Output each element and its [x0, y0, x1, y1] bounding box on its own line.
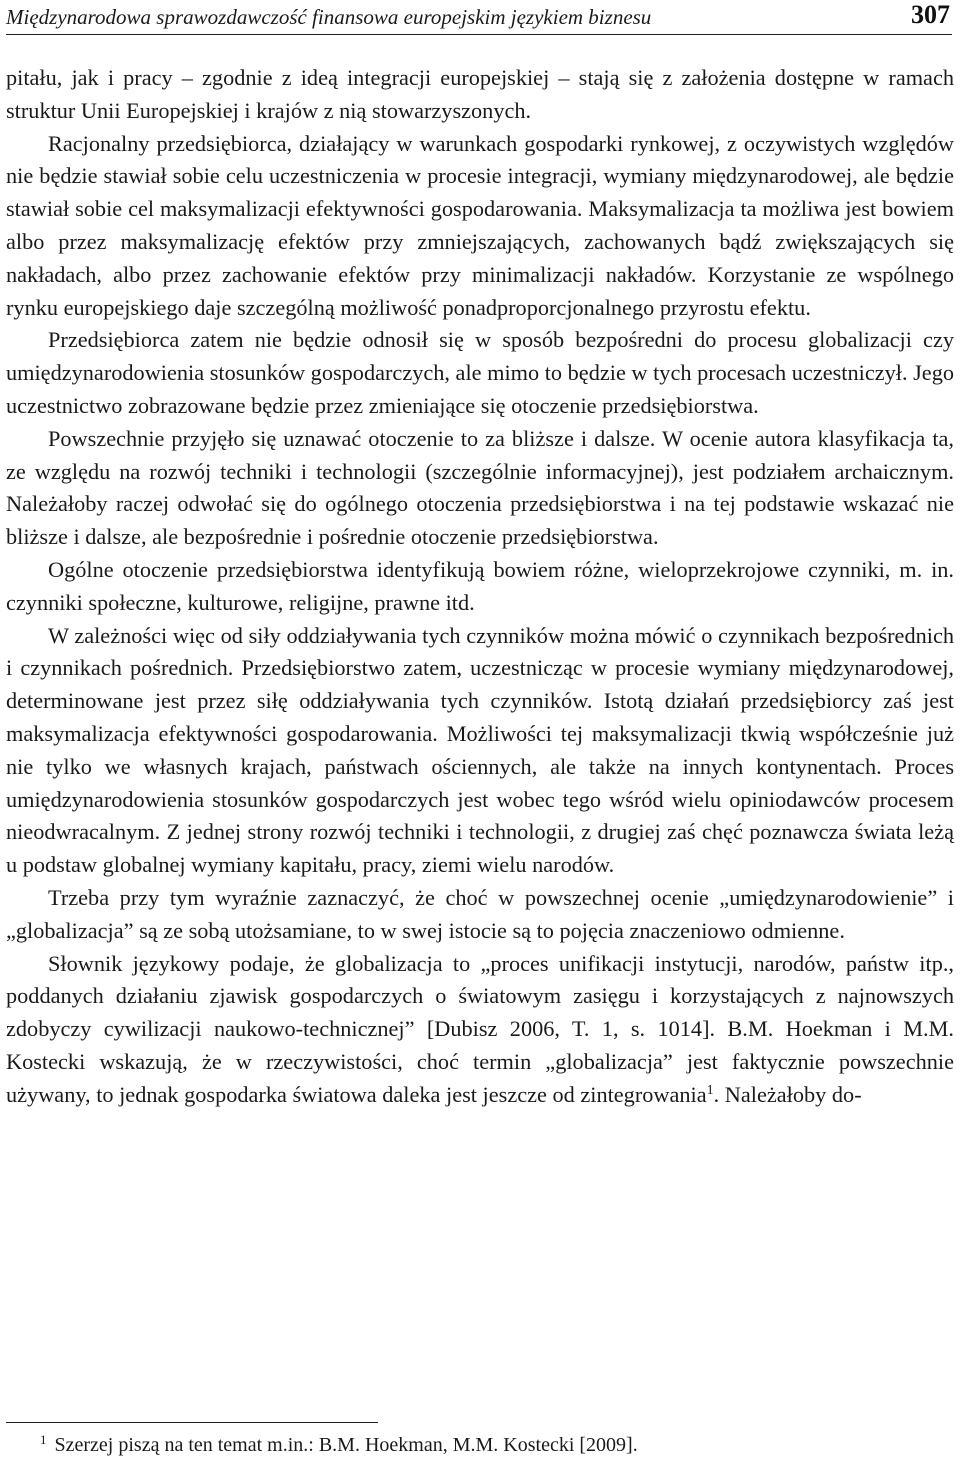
- paragraph-8-text: Słownik językowy podaje, że globalizacja to „proces unifikacji instytucji, narodów, państw itp., poddanych działaniu zjawisk gospodarczych o światowym zasięgu i korzystających z najnowszych zdobyczy cywilizacji naukowo-technicznej” [Dubisz 2006, T. 1, s. 1014]. B.M. Hoekman i M.M. Kostecki wskazują, że w rzeczywistości, choć termin „globalizacja” jest faktycznie powszechnie używany, to jednak gospodarka światowa daleka jest jeszcze od zintegrowania: [6, 950, 954, 1107]
- paragraph-3: Przedsiębiorca zatem nie będzie odnosił się w sposób bezpośredni do procesu globalizacji czy umiędzynarodowienia stosunków gospodarczych, ale mimo to będzie w tych procesach uczestniczył. Jego uczestnictwo zobrazowane będzie przez zmieniające się otoczenie przedsiębiorstwa.: [6, 327, 954, 418]
- paragraph-1: pitału, jak i pracy – zgodnie z ideą integracji europejskiej – stają się z założenia dostępne w ramach struktur Unii Europejskiej i krajów z nią stowarzyszonych.: [6, 65, 954, 123]
- footnote-text: Szerzej piszą na ten temat m.in.: B.M. Hoekman, M.M. Kostecki [2009].: [54, 1434, 638, 1456]
- paragraph-6: W zależności więc od siły oddziaływania tych czynników można mówić o czynnikach bezpośrednich i czynnikach pośrednich. Przedsiębiorstwo zatem, uczestnicząc w procesie wymiany międzynarodowej, determinowane jest przez siłę oddziaływania tych czynników. Istotą działań przedsiębiorcy zaś jest maksymalizacja efektywności gospodarowania. Możliwości tej maksymalizacji tkwią współcześnie już nie tylko we własnych krajach, państwach ościennych, ale także na innych kontynentach. Proces umiędzynarodowienia stosunków gospodarczych jest wobec tego wśród wielu opiniodawców procesem nieodwracalnym. Z jednej strony rozwój techniki i technologii, z drugiej zaś chęć poznawcza świata leżą u podstaw globalnej wymiany kapitału, pracy, ziemi wielu narodów.: [6, 622, 954, 878]
- paragraph-7: Trzeba przy tym wyraźnie zaznaczyć, że choć w powszechnej ocenie „umiędzynarodowienie” i „globalizacja” są ze sobą utożsamiane, to w swej istocie są to pojęcia znaczeniowo odmienne.: [6, 884, 954, 943]
- footnote: [40, 1432, 638, 1458]
- paragraph-8: [6, 948, 954, 1112]
- footnote-marker: 1: [40, 1432, 47, 1447]
- page-number: 307: [911, 0, 950, 29]
- paragraph-4: Powszechnie przyjęło się uznawać otoczenie to za bliższe i dalsze. W ocenie autora klasyfikacja ta, ze względu na rozwój techniki i technologii (szczególnie informacyjnej), jest podziałem archaicznym. Należałoby raczej odwołać się do ogólnego otoczenia przedsiębiorstwa i na tej podstawie wskazać nie bliższe i dalsze, ale bezpośrednie i pośrednie otoczenie przedsiębiorstwa.: [6, 425, 954, 550]
- body-text: [6, 62, 954, 1112]
- footnote-divider: [6, 1422, 378, 1423]
- header-title: Międzynarodowa sprawozdawczość finansowa europejskim językiem biznesu: [6, 5, 652, 29]
- running-header: [6, 0, 952, 35]
- footnote-reference[interactable]: 1: [706, 1082, 714, 1098]
- paragraph-2: Racjonalny przedsiębiorca, działający w warunkach gospodarki rynkowej, z oczywistych względów nie będzie stawiał sobie celu uczestniczenia w procesie integracji, wymiany międzynarodowej, ale będzie stawiał sobie cel maksymalizacji efektywności gospodarowania. Maksymalizacja ta możliwa jest bowiem albo przez maksymalizację efektów przy zmniejszających, zachowanych bądź zwiększających się nakładach, albo przez zachowanie efektów przy minimalizacji nakładów. Korzystanie ze wspólnego rynku europejskiego daje szczególną możliwość ponadproporcjonalnego przyrostu efektu.: [6, 130, 954, 320]
- paragraph-5: Ogólne otoczenie przedsiębiorstwa identyfikują bowiem różne, wieloprzekrojowe czynniki, m. in. czynniki społeczne, kulturowe, religijne, prawne itd.: [6, 556, 954, 615]
- paragraph-8-tail: . Należałoby do-: [713, 1081, 862, 1107]
